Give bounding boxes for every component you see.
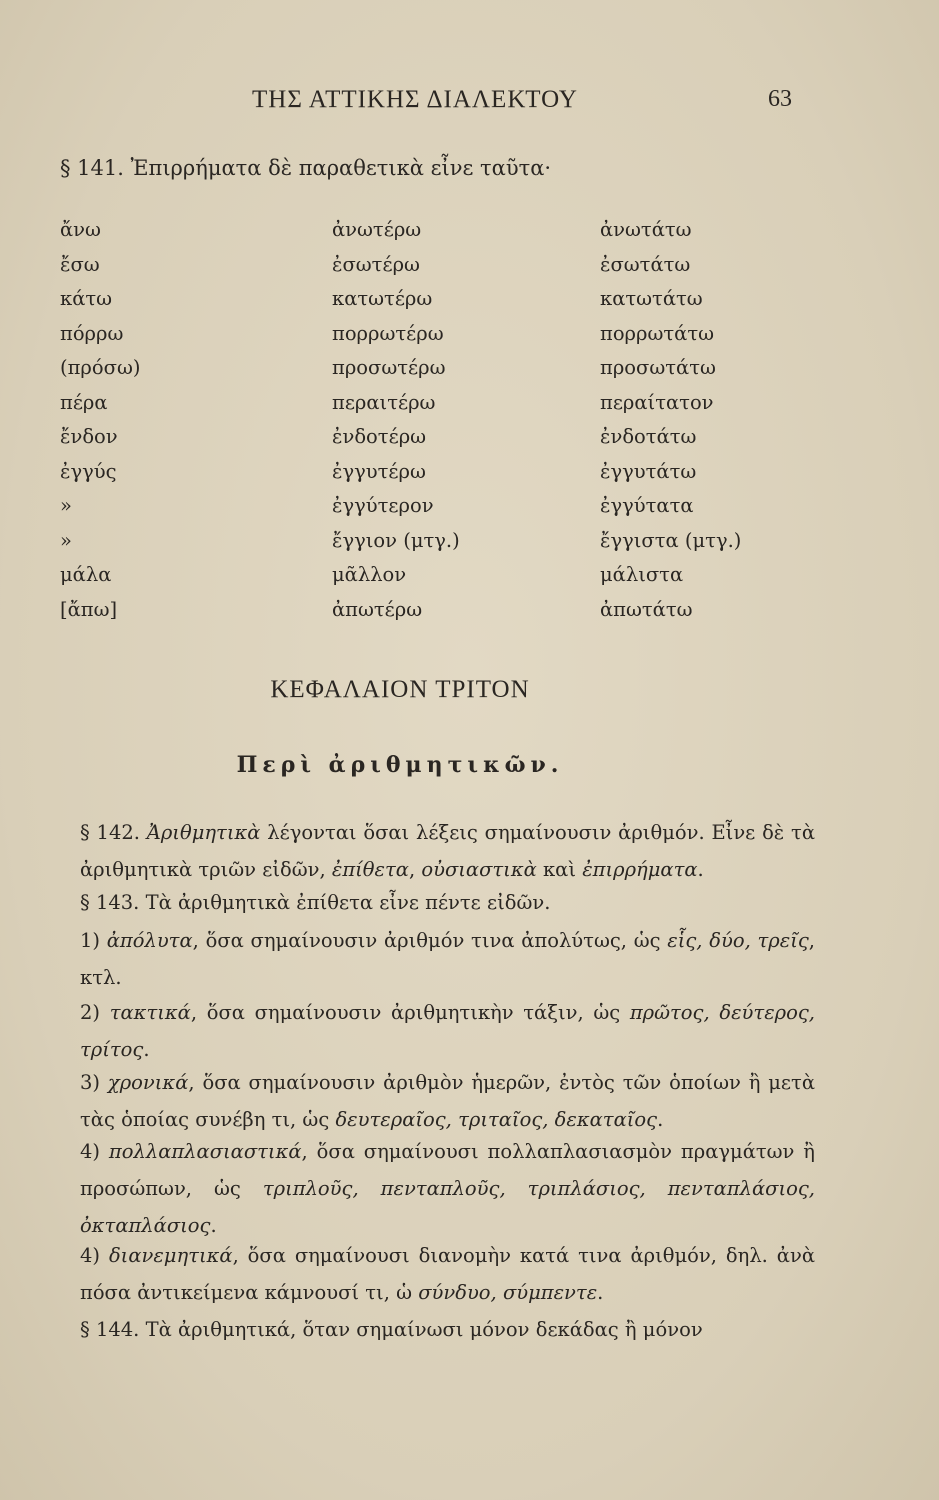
comparison-row (60, 322, 820, 357)
positive-form: [ἄπω] (60, 597, 118, 621)
term: πολλαπλασιαστικά (108, 1140, 302, 1163)
comparative-form: ἀπωτέρω (332, 597, 423, 621)
conjunction: καὶ (536, 858, 583, 881)
superlative-form: προσωτάτω (600, 356, 716, 379)
examples: πρῶτος, δεύτερος, τρίτος (80, 1001, 815, 1061)
positive-form: ἔνδον (60, 425, 118, 448)
running-title: ΤΗΣ ΑΤΤΙΚΗΣ ΔΙΑΛΕΚΤΟΥ (252, 86, 578, 113)
item-1-paragraph (60, 922, 815, 996)
ending: . (657, 1108, 664, 1131)
kind-ousiastika: οὐσιαστικὰ (421, 858, 537, 881)
page-number: 63 (768, 86, 792, 112)
comparison-row (60, 356, 820, 391)
comparative-form: πορρωτέρω (332, 321, 444, 345)
section-141-heading: § 141. Ἐπιρρήματα δὲ παραθετικὰ εἶνε ταῦτα· (60, 156, 552, 180)
positive-form: μάλα (60, 563, 112, 586)
superlative-form: ἀπωτάτω (600, 597, 693, 621)
comparison-row (60, 529, 820, 564)
positive-form: πόρρω (60, 321, 124, 345)
term: διανεμητικά (108, 1244, 233, 1267)
comparison-row (60, 391, 820, 426)
text: , ὅσα σημαίνουσιν ἀριθμὸν ἡμερῶν, ἐντὸς τῶν ὁποίων ἢ μετὰ τὰς ὁποίας συνέβη τι, ὡς (80, 1071, 815, 1131)
superlative-form: μάλιστα (600, 563, 684, 586)
positive-form: (πρόσω) (60, 356, 141, 379)
chapter-title: ΚΕΦΑΛΑΙΟΝ ΤΡΙΤΟΝ (270, 676, 530, 703)
superlative-form: ἔγγιστα (μτγ.) (600, 528, 742, 552)
superlative-form: ἐνδοτάτω (600, 425, 697, 448)
ending: . (143, 1038, 150, 1061)
comparative-form: ἐσωτέρω (332, 252, 420, 276)
comparison-row (60, 598, 820, 633)
superlative-form: περαίτατον (600, 390, 714, 414)
superlative-form: πορρωτάτω (600, 321, 715, 345)
comparative-form: ἐγγύτερον (332, 494, 434, 517)
text: , ὅσα σημαίνουσι πολλαπλασιασμὸν πραγμάτων ἢ προσώπων, ὡς (80, 1140, 815, 1200)
kind-epitheta: ἐπίθετα (331, 858, 409, 881)
period: . (697, 858, 704, 881)
superlative-form: ἀνωτάτω (600, 218, 692, 241)
text: , ὅσα σημαίνουσιν ἀριθμόν τινα ἀπολύτως, ὡς (192, 929, 668, 952)
superlative-form: ἐγγυτάτω (600, 459, 697, 483)
positive-form: » (60, 528, 72, 552)
section-142-paragraph (60, 814, 815, 888)
examples: σύνδυο, σύμπεντε (418, 1281, 598, 1304)
term: χρονικά (107, 1071, 189, 1094)
comparison-row (60, 287, 820, 322)
ending: , κτλ. (80, 929, 815, 989)
text: λέγονται ὅσαι λέξεις σημαίνουσιν ἀριθμόν. Εἶνε δὲ τὰ ἀριθμητικὰ τριῶν εἰδῶν, (80, 821, 816, 881)
positive-form: » (60, 494, 72, 517)
superlative-form: ἐγγύτατα (600, 494, 694, 517)
comparative-form: ἔγγιον (μτγ.) (332, 528, 460, 552)
positive-form: ἄνω (60, 218, 101, 241)
comparative-form: ἐνδοτέρω (332, 425, 427, 448)
term: Ἀριθμητικὰ (146, 821, 261, 844)
comparison-table (60, 218, 820, 632)
comparison-row (60, 494, 820, 529)
item-4-paragraph (60, 1133, 815, 1244)
superlative-form: κατωτάτω (600, 287, 703, 310)
comparison-row (60, 253, 820, 288)
comparison-row (60, 218, 820, 253)
item-number: 4) (80, 1140, 109, 1163)
examples: δευτεραῖος, τριταῖος, δεκαταῖος (335, 1108, 658, 1131)
comparison-row (60, 460, 820, 495)
separator: , (408, 858, 422, 881)
kind-epirrhemata: ἐπιρρήματα (582, 858, 698, 881)
text: , ὅσα σημαίνουσι διανομὴν κατά τινα ἀριθμόν, δηλ. ἀνὰ πόσα ἀντικείμενα κάμνουσί τι, ὡ (80, 1244, 815, 1304)
term: τακτικά (109, 1001, 191, 1024)
comparative-form: μᾶλλον (332, 563, 407, 586)
positive-form: ἔσω (60, 252, 100, 276)
text: , ὅσα σημαίνουσιν ἀριθμητικὴν τάξιν, ὡς (190, 1001, 630, 1024)
item-5-paragraph (60, 1237, 815, 1311)
item-number: 3) (80, 1071, 108, 1094)
examples: εἷς, δύο, τρεῖς (667, 929, 809, 952)
comparative-form: περαιτέρω (332, 390, 436, 414)
item-number: 1) (80, 929, 107, 952)
term: ἀπόλυτα (106, 929, 193, 952)
positive-form: κάτω (60, 287, 113, 310)
item-2-paragraph (60, 994, 815, 1068)
section-144-paragraph: § 144. Τὰ ἀριθμητικά, ὅταν σημαίνωσι μόνον δεκάδας ἢ μόνον (80, 1318, 703, 1341)
comparative-form: προσωτέρω (332, 356, 446, 379)
item-number: 2) (80, 1001, 110, 1024)
ending: . (597, 1281, 604, 1304)
running-head (0, 86, 939, 122)
comparison-row (60, 425, 820, 460)
comparative-form: ἐγγυτέρω (332, 459, 426, 483)
chapter-subtitle: Περὶ ἀριθμητικῶν. (236, 752, 564, 778)
item-number: 4) (80, 1244, 109, 1267)
comparative-form: ἀνωτέρω (332, 218, 422, 241)
section-143-paragraph: § 143. Τὰ ἀριθμητικὰ ἐπίθετα εἶνε πέντε εἰδῶν. (80, 891, 551, 914)
examples: τριπλοῦς, πενταπλοῦς, τριπλάσιος, πενταπλάσιος, ὀκταπλάσιος (80, 1177, 815, 1237)
superlative-form: ἐσωτάτω (600, 252, 691, 276)
positive-form: ἐγγύς (60, 459, 117, 483)
item-3-paragraph (60, 1064, 815, 1138)
comparison-row (60, 563, 820, 598)
ending: . (210, 1214, 217, 1237)
section-number: § 142. (80, 821, 140, 844)
comparative-form: κατωτέρω (332, 287, 433, 310)
positive-form: πέρα (60, 390, 108, 414)
